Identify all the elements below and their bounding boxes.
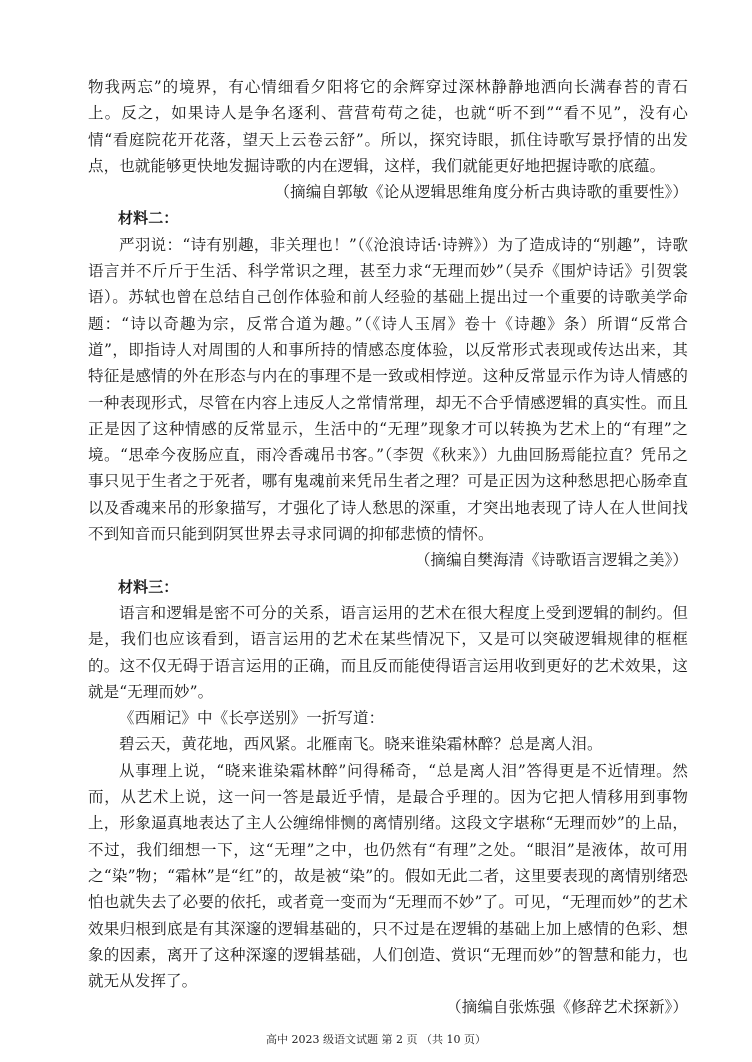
material3-paragraph-1: 语言和逻辑是密不可分的关系，语言运用的艺术在很大程度上受到逻辑的制约。但是，我们也应该看到，语言运用的艺术在某些情况下，又是可以突破逻辑规律的框框的。这不仅无碍于语言运用的正确，而且反而能使得语言运用收到更好的艺术效果，这就是“无理而妙”。 [88, 603, 688, 701]
material3-quote: 碧云天，黄花地，西风紧。北雁南飞。晓来谁染霜林醉？总是离人泪。 [119, 735, 603, 754]
material3-paragraph-4: 从事理上说，“晓来谁染霜林醉”问得稀奇，“总是离人泪”答得更是不近情理。然而，从艺术上说，这一问一答是最近乎情，是最合乎理的。因为它把人情移用到事物上，形象逼真地表达了主人公缠绵悱恻的离情别绪。这段文字堪称“无理而妙”的上品，不过，我们细想一下，这“无理”之中，也仍然有“有理”之处。“眼泪”是液体，故可用之“染”物；“霜林”是“红”的，故是被“染”的。假如无此二者，这里要表现的离情别绪恐怕也就失去了必要的依托，或者竟一变而为“无理而不妙”了。可见，“无理而妙”的艺术效果归根到底是有其深邃的逻辑基础的，只不过是在逻辑的基础上加上感情的色彩、想象的因素，离开了这种深邃的逻辑基础，人们创造、赏识“无理而妙”的智慧和能力，也就无从发挥了。 [88, 761, 688, 991]
material2-paragraph: 严羽说：“诗有别趣，非关理也！”（《沧浪诗话·诗辨》）为了造成诗的“别趣”，诗歌语言并不斤斤于生活、科学常识之理，甚至力求“无理而妙”（吴乔《围炉诗话》引贺裳语）。苏轼也曾在总结自己创作体验和前人经验的基础上提出过一个重要的诗歌美学命题：“诗以奇趣为宗，反常合道为趣。”（《诗人玉屑》卷十《诗趣》条）所谓“反常合道”，即指诗人对周围的人和事所持的情感态度体验，以反常形式表现或传达出来，其特征是感情的外在形态与内在的事理不是一致或相悖逆。这种反常显示作为诗人情感的一种表现形式，尽管在内容上违反人之常情常理，却无不合乎情感逻辑的真实性。而且正是因了这种情感的反常显示，生活中的“无理”现象才可以转换为艺术上的“有理”之境。“思牵今夜肠应直，雨冷香魂吊书客。”（李贺《秋来》）九曲回肠焉能拉直？凭吊之事只见于生者之于死者，哪有鬼魂前来凭吊生者之理？可是正因为这种愁思把心肠牵直以及香魂来吊的形象描写，才强化了诗人愁思的深重，才突出地表现了诗人在人世间找不到知音而只能到阴冥世界去寻求同调的抑郁悲愤的情怀。 [88, 235, 688, 544]
material2-source: （摘编自樊海清《诗歌语言逻辑之美》） [414, 551, 688, 570]
material2-heading: 材料二： [118, 209, 179, 228]
material3-paragraph-2: 《西厢记》中《长亭送别》一折写道： [119, 709, 385, 728]
material3-source: （摘编自张炼强《修辞艺术探新》） [446, 998, 688, 1017]
document-body [88, 74, 688, 1021]
material3-heading: 材料三： [118, 577, 179, 596]
material1-tail-paragraph: 物我两忘”的境界，有心情细看夕阳将它的余辉穿过深林静静地洒向长满春苔的青石上。反之，如果诗人是争名逐利、营营苟苟之徒，也就“听不到”“看不见”，没有心情“看庭院花开花落，望天上云卷云舒”。所以，探究诗眼，抓住诗歌写景抒情的出发点，也就能够更快地发掘诗歌的内在逻辑，这样，我们就能更好地把握诗歌的底蕴。 [88, 78, 688, 175]
material1-source: （摘编自郭敏《论从逻辑思维角度分析古典诗歌的重要性》） [274, 183, 688, 202]
page-footer: 高中 2023 级语文试题 第 2 页 （共 10 页） [266, 1033, 486, 1046]
